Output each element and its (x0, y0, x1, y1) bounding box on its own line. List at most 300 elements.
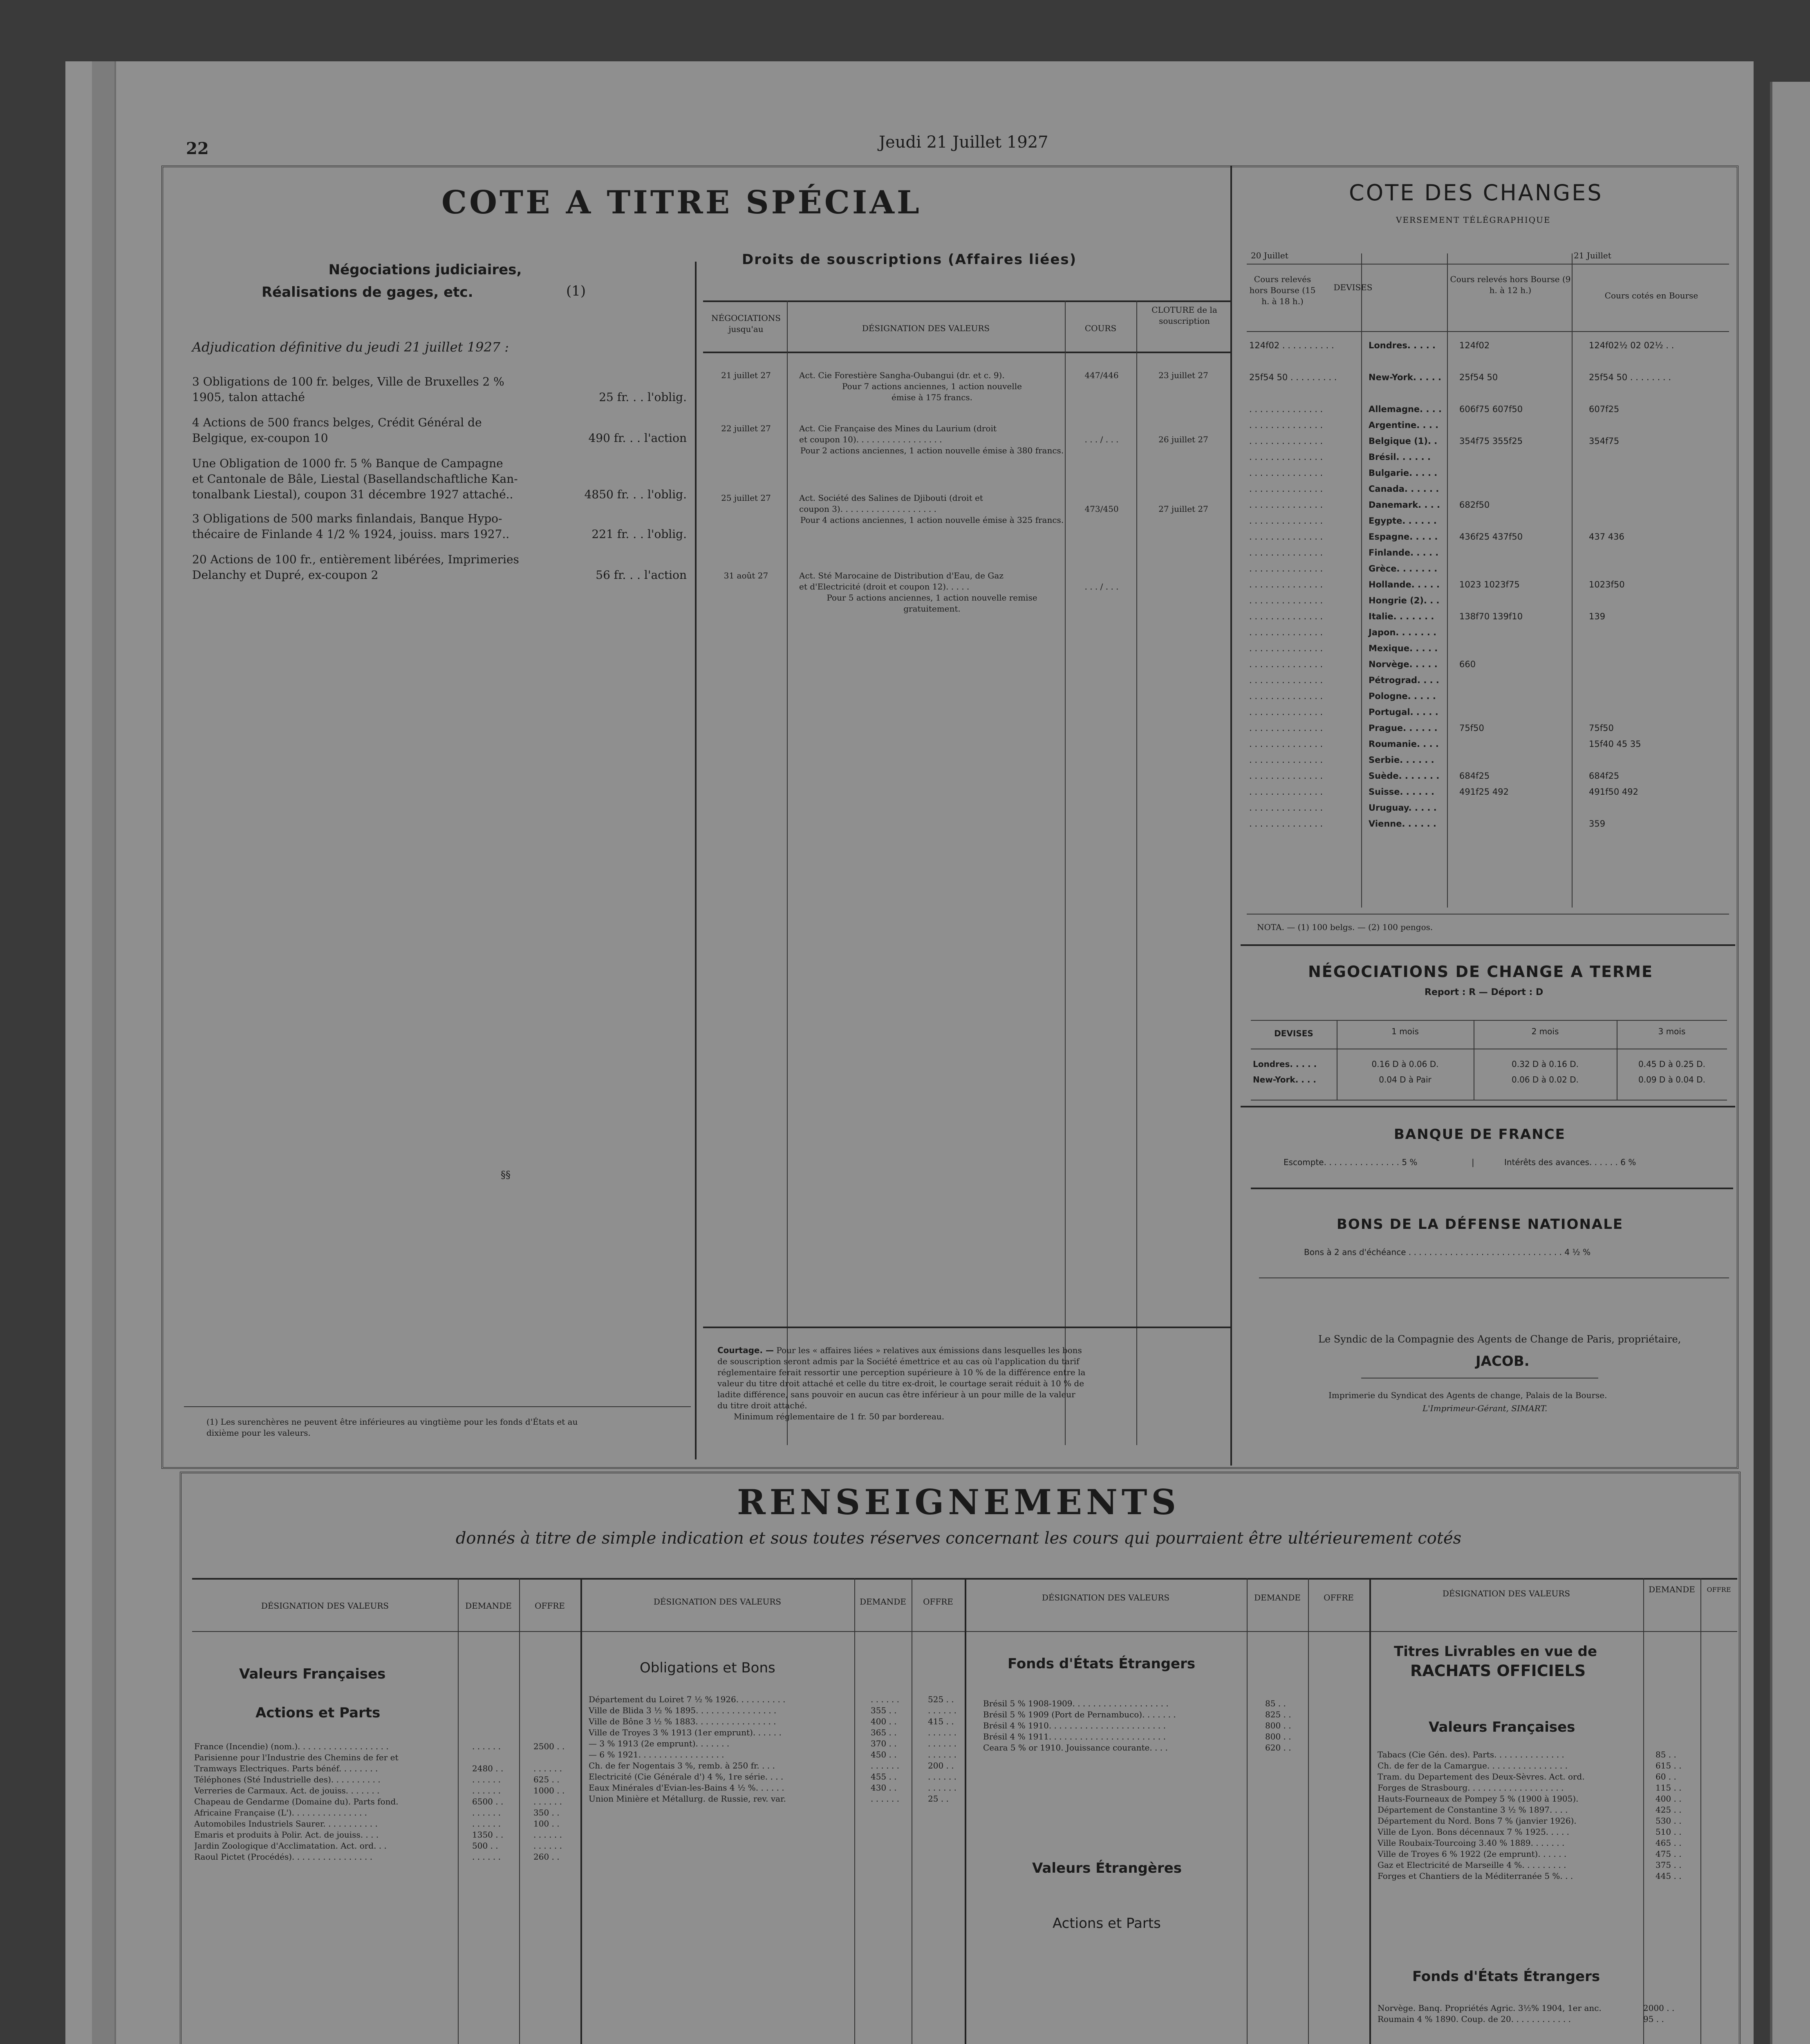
cours-cotes (1586, 640, 1747, 656)
terme-title: NÉGOCIATIONS DE CHANGE A TERME (1308, 963, 1653, 981)
table-row (1247, 417, 1747, 433)
devise: Grèce. . . . . . . (1369, 563, 1438, 574)
item-name: Parisienne pour l'Industrie des Chemins de fer et (194, 1753, 399, 1762)
cours-cotes (1586, 592, 1747, 608)
item-offre: 260 . . (533, 1852, 560, 1862)
cours-right (1457, 816, 1586, 831)
droits-table-top (703, 300, 1230, 302)
item-offre: 415 . . (928, 1717, 954, 1726)
negociations-note: (1) (566, 283, 586, 299)
item-offre: . . . . . . (533, 1797, 562, 1806)
item-name: Raoul Pictet (Procédés). . . . . . . . . . . . . . . . (194, 1852, 373, 1862)
cours-cotes: 354f75 (1589, 436, 1620, 446)
cours-cotes: 75f50 (1589, 723, 1614, 733)
item-demande: 450 . . (871, 1750, 897, 1759)
rens-title: RENSEIGNEMENTS (737, 1482, 1181, 1522)
item-name: Africaine Française (L'). . . . . . . . . . . . . . . (194, 1808, 367, 1818)
item-demande: 375 . . (1655, 1860, 1682, 1870)
col-divider-1 (695, 262, 697, 1459)
item-name: Téléphones (Sté Industrielle des). . . . . . . . . . (194, 1775, 381, 1784)
col1-section: Valeurs Françaises (239, 1666, 386, 1682)
cours-cotes (1586, 688, 1747, 704)
row-cours: . . . / . . . (1084, 582, 1119, 592)
cours-cotes (1586, 465, 1747, 481)
devise: Mexique. . . . . (1369, 643, 1438, 653)
changes-table (1247, 337, 1747, 831)
banque-sep: | (1472, 1157, 1474, 1167)
item-demande: 465 . . (1655, 1838, 1682, 1848)
hdr-demande: DEMANDE (465, 1601, 512, 1611)
footnote (206, 1416, 693, 1439)
item-demande: 475 . . (1655, 1849, 1682, 1859)
section-rule (1251, 1188, 1733, 1189)
item-name: Ville de Blida 3 ½ % 1895. . . . . . . . . . . . . . . . (589, 1706, 777, 1715)
devise: Uruguay. . . . . (1369, 802, 1437, 813)
item-name: Tabacs (Cie Gén. des). Parts. . . . . . . . . . . . . . (1378, 1750, 1564, 1759)
table-row (707, 493, 1230, 570)
row-cours: . . . / . . . (1084, 435, 1119, 444)
item-name: — 6 % 1921. . . . . . . . . . . . . . . . . (589, 1750, 724, 1759)
item-line: 3 Obligations de 500 marks finlandais, Banque Hypo- (192, 512, 502, 525)
item-name: Emaris et produits à Polir. Act. de jouiss. . . . (194, 1830, 379, 1840)
rens-col-divider (580, 1578, 582, 2044)
item-name: Roumain 4 % 1890. Coup. de 20. . . . . . . . . . . . (1378, 2014, 1571, 2024)
cours-right (1457, 800, 1586, 816)
devise: Hollande. . . . . (1369, 579, 1440, 589)
devise: Norvège. . . . . (1369, 659, 1438, 669)
item-demande: . . . . . . (472, 1808, 501, 1818)
devise (1366, 385, 1457, 401)
terme-value: 0.32 D à 0.16 D. (1512, 1059, 1579, 1069)
courtage-title: Courtage. — (717, 1345, 774, 1355)
courtage-line: ladite différence, sans pouvoir en aucun cas être inférieur à un pour mille de la valeur (717, 1390, 1075, 1399)
item-offre: 2500 . . (533, 1741, 565, 1751)
item-name: Forges de Strasbourg. . . . . . . . . . . . . . . . . . . (1378, 1783, 1564, 1793)
item-demande: 425 . . (1655, 1805, 1682, 1815)
courtage-text (717, 1345, 1220, 1422)
item-line: 4 Actions de 500 francs belges, Crédit Général de (192, 416, 482, 429)
header-devises: DEVISES (1333, 282, 1373, 292)
cours-left: . . . . . . . . . . . . . . (1249, 627, 1323, 637)
row-designation (799, 423, 1065, 456)
cours-left: . . . . . . . . . . . . . . (1249, 675, 1323, 685)
hdr-offre: OFFRE (535, 1601, 565, 1611)
item-line: Belgique, ex-coupon 10 (192, 431, 328, 445)
courtage-line: du titre droit attaché. (717, 1401, 807, 1410)
item-demande: . . . . . . (472, 1775, 501, 1784)
cours-left: . . . . . . . . . . . . . . (1249, 659, 1323, 669)
header-cotes: Cours cotés en Bourse (1604, 291, 1698, 300)
cours-cotes: 491f50 492 (1589, 787, 1638, 797)
cours-left: . . . . . . . . . . . . . . (1249, 468, 1323, 478)
row-neg: 25 juillet 27 (721, 493, 771, 503)
item-name: Ch. de fer Nogentais 3 %, remb. à 250 fr. . . . (589, 1761, 775, 1771)
table-row (1247, 385, 1747, 401)
col3-section: Fonds d'États Étrangers (1008, 1656, 1196, 1672)
list-item (192, 511, 687, 552)
table-row (1247, 736, 1747, 752)
terme-header: 3 mois (1658, 1026, 1686, 1036)
cours-right (1457, 704, 1586, 720)
item-name: Electricité (Cie Générale d') 4 %, 1re série. . . . (589, 1772, 784, 1782)
header-cours-left: Cours relevés hors Bourse (15 h. à 18 h.) (1249, 274, 1316, 306)
col2-section: Obligations et Bons (640, 1660, 775, 1676)
row-cours: 447/446 (1084, 370, 1119, 380)
rens-col-divider (1369, 1578, 1371, 2044)
rens-sub-rule (519, 1578, 520, 2044)
table-row (1247, 608, 1747, 624)
banque-escompte: Escompte. . . . . . . . . . . . . . . 5 % (1284, 1157, 1418, 1167)
courtage-rule (703, 1327, 1230, 1328)
rens-col-divider (965, 1578, 966, 2044)
row-des-line: Pour 2 actions anciennes, 1 action nouvelle émise à 380 francs. (800, 446, 1064, 455)
row-des-line: Act. Société des Salines de Djibouti (droit et (799, 493, 983, 503)
droits-title: Droits de souscriptions (Affaires liées) (742, 251, 1077, 268)
devise: Portugal. . . . . (1369, 707, 1438, 717)
cours-cotes: 359 (1589, 818, 1606, 829)
terme-value: 0.45 D à 0.25 D. (1638, 1059, 1705, 1069)
table-row (1247, 353, 1747, 369)
cours-right (1457, 385, 1586, 401)
rens-sub-rule (458, 1578, 459, 2044)
cours-left (1247, 385, 1366, 401)
item-name: France (Incendie) (nom.). . . . . . . . . . . . . . . . . . (194, 1741, 389, 1751)
item-demande: 115 . . (1655, 1783, 1682, 1793)
cours-left: . . . . . . . . . . . . . . (1249, 643, 1323, 653)
item-offre: 1000 . . (533, 1786, 565, 1795)
item-name: Hauts-Fourneaux de Pompey 5 % (1900 à 1905). (1378, 1794, 1579, 1804)
header-cloture: CLOTURE de la souscription (1151, 305, 1217, 326)
item-demande: 620 . . (1265, 1743, 1291, 1753)
table-row (1247, 704, 1747, 720)
item-demande: 400 . . (1655, 1794, 1682, 1804)
cours-cotes: 15f40 45 35 (1589, 739, 1641, 749)
section-rule (1241, 1106, 1735, 1107)
item-line: tonalbank Liestal), coupon 31 décembre 1927 attaché.. (192, 488, 513, 501)
droits-rows (707, 370, 1230, 632)
item-line: thécaire de Finlande 4 1/2 % 1924, jouiss. mars 1927.. (192, 527, 510, 541)
devise (1366, 353, 1457, 369)
item-demande: 530 . . (1655, 1816, 1682, 1826)
item-offre: 625 . . (533, 1775, 560, 1784)
row-des-line: émise à 175 francs. (891, 392, 973, 402)
terme-value: 0.16 D à 0.06 D. (1371, 1059, 1439, 1069)
cours-left: . . . . . . . . . . . . . . (1249, 531, 1323, 542)
cours-right (1457, 640, 1586, 656)
adjudication-list (192, 374, 687, 593)
item-line: 20 Actions de 100 fr., entièrement libérées, Imprimeries (192, 553, 519, 566)
cours-right (1457, 449, 1586, 465)
terme-dev: Londres. . . . . (1253, 1059, 1317, 1069)
header-cours: COURS (1084, 323, 1117, 333)
col4-title2: RACHATS OFFICIELS (1410, 1662, 1586, 1680)
cours-cotes (1586, 481, 1747, 497)
cours-cotes: 124f02½ 02 02½ . . (1589, 340, 1674, 350)
table-row (1247, 720, 1747, 736)
item-demande: 500 . . (472, 1841, 498, 1851)
item-demande: 365 . . (871, 1728, 897, 1737)
item-name: Forges et Chantiers de la Méditerranée 5 %. . . (1378, 1871, 1573, 1881)
cours-left: . . . . . . . . . . . . . . (1249, 547, 1323, 558)
item-demande: 60 . . (1655, 1772, 1676, 1782)
item-name: — 3 % 1913 (2e emprunt). . . . . . . (589, 1739, 730, 1748)
devise: Hongrie (2). . . (1369, 595, 1440, 605)
terme-dev: New-York. . . . (1253, 1075, 1316, 1085)
cours-right: 436f25 437f50 (1459, 531, 1523, 542)
cours-left: . . . . . . . . . . . . . . (1249, 723, 1323, 733)
table-row (1247, 433, 1747, 449)
item-demande: 825 . . (1265, 1710, 1291, 1719)
devise: Italie. . . . . . . (1369, 611, 1434, 621)
rens-sub-rule (1308, 1578, 1309, 2044)
item-offre: . . . . . . (533, 1830, 562, 1840)
row-designation (799, 570, 1065, 614)
droits-header-rule (703, 352, 1230, 353)
item-name: Chapeau de Gendarme (Domaine du). Parts fond. (194, 1797, 399, 1806)
cours-cotes: 684f25 (1589, 771, 1620, 781)
item-demande: 85 . . (1265, 1699, 1286, 1708)
cours-left: . . . . . . . . . . . . . . (1249, 420, 1323, 430)
item-demande: 800 . . (1265, 1721, 1291, 1730)
cours-cotes (1586, 656, 1747, 672)
devise: Serbie. . . . . . (1369, 755, 1434, 765)
table-row (1247, 752, 1747, 768)
footnote-rule (184, 1406, 691, 1407)
cours-right: 684f25 (1459, 771, 1490, 781)
table-row (1247, 592, 1747, 608)
item-demande: . . . . . . (472, 1852, 501, 1862)
col-divider-2 (1230, 166, 1232, 1466)
table-row (1247, 497, 1747, 513)
item-demande: . . . . . . (871, 1761, 899, 1771)
terme-sub: Report : R — Déport : D (1425, 987, 1543, 997)
cours-right (1457, 624, 1586, 640)
item-line: Delanchy et Dupré, ex-coupon 2 (192, 568, 379, 582)
item-demande: 2000 . . (1643, 2003, 1675, 2013)
row-designation (799, 370, 1065, 403)
courtage-line: valeur du titre droit attaché et celle du titre ex-droit, le courtage serait réduit à 10 % de (717, 1378, 1084, 1388)
item-name: Département du Nord. Bons 7 % (janvier 1926). (1378, 1816, 1577, 1826)
stray-mark: §§ (501, 1169, 511, 1181)
cours-right: 606f75 607f50 (1459, 404, 1523, 414)
table-row (1247, 545, 1747, 560)
rens-sub-rule (1643, 1578, 1644, 2044)
table-row (707, 370, 1230, 423)
cours-cotes (1586, 624, 1747, 640)
item-demande: 370 . . (871, 1739, 897, 1748)
table-row (707, 423, 1230, 493)
cours-cotes (1586, 752, 1747, 768)
item-price: 4850 fr. . . l'oblig. (584, 488, 687, 501)
cours-left: . . . . . . . . . . . . . . (1249, 707, 1323, 717)
item-offre: . . . . . . (533, 1841, 562, 1851)
item-offre: . . . . . . (928, 1728, 957, 1737)
cours-right (1457, 688, 1586, 704)
item-price: 490 fr. . . l'action (588, 431, 687, 445)
cours-right: 1023 1023f75 (1459, 579, 1520, 589)
row-cloture: 27 juillet 27 (1158, 504, 1208, 514)
item-offre: . . . . . . (928, 1706, 957, 1715)
rens-subtitle: donnés à titre de simple indication et sous toutes réserves concernant les cours qui pourraient être ultérieurement cotés (455, 1529, 1462, 1548)
cours-cotes (1586, 513, 1747, 529)
cours-right: 491f25 492 (1459, 787, 1509, 797)
col4-fonds: Fonds d'États Étrangers (1412, 1968, 1600, 1985)
col1-subsection: Actions et Parts (255, 1705, 381, 1721)
cours-cotes (1586, 545, 1747, 560)
cours-left: 25f54 50 . . . . . . . . . (1249, 372, 1337, 382)
table-row (1247, 768, 1747, 784)
item-demande: 445 . . (1655, 1871, 1682, 1881)
cours-right (1457, 417, 1586, 433)
item-line: et Cantonale de Bâle, Liestal (Basellandschaftliche Kan- (192, 472, 518, 486)
row-neg: 22 juillet 27 (721, 424, 771, 433)
cours-left: . . . . . . . . . . . . . . (1249, 484, 1323, 494)
item-offre: 100 . . (533, 1819, 560, 1829)
row-neg: 31 août 27 (724, 571, 768, 580)
table-row (1247, 576, 1747, 592)
row-des-line: Pour 5 actions anciennes, 1 action nouvelle remise gratuitement. (827, 593, 1037, 614)
item-name: Brésil 5 % 1908-1909. . . . . . . . . . . . . . . . . . . (983, 1699, 1169, 1708)
cours-right (1457, 481, 1586, 497)
imprimerie: Imprimerie du Syndicat des Agents de change, Palais de la Bourse. (1328, 1390, 1607, 1400)
hdr-demande: DEMANDE (1254, 1593, 1301, 1602)
row-des-line: Pour 4 actions anciennes, 1 action nouvelle émise à 325 francs. (800, 515, 1064, 525)
cours-cotes (1586, 449, 1747, 465)
bons-line: Bons à 2 ans d'échéance . . . . . . . . . . . . . . . . . . . . . . . . . . . . . . 4 ½ % (1304, 1247, 1591, 1257)
cours-left: . . . . . . . . . . . . . . (1249, 771, 1323, 781)
item-demande: . . . . . . (472, 1786, 501, 1795)
cote-special-title: COTE A TITRE SPÉCIAL (441, 184, 922, 221)
item-name: Département de Constantine 3 ½ % 1897. . . . (1378, 1805, 1568, 1815)
cours-left: . . . . . . . . . . . . . . (1249, 579, 1323, 589)
row-des-line: Pour 7 actions anciennes, 1 action nouvelle (842, 381, 1022, 391)
devise: Pologne. . . . . (1369, 691, 1436, 701)
terme-value: 0.09 D à 0.04 D. (1638, 1075, 1705, 1085)
cours-left: . . . . . . . . . . . . . . (1249, 500, 1323, 510)
table-row (1247, 624, 1747, 640)
item-demande: . . . . . . (871, 1694, 899, 1704)
item-offre: . . . . . . (928, 1783, 957, 1793)
table-row (1247, 816, 1747, 831)
item-demande: 85 . . (1655, 1750, 1676, 1759)
devise: Finlande. . . . . (1369, 547, 1439, 558)
devise: Egypte. . . . . . (1369, 515, 1437, 526)
item-name: Norvège. Banq. Propriétés Agric. 3½% 1904, 1er anc. (1378, 2003, 1602, 2013)
table-row (1247, 337, 1747, 353)
table-row (1247, 784, 1747, 800)
cours-left: . . . . . . . . . . . . . . (1249, 755, 1323, 765)
item-offre: 525 . . (928, 1694, 954, 1704)
cours-left: . . . . . . . . . . . . . . (1249, 739, 1323, 749)
row-cours: 473/450 (1084, 504, 1119, 514)
cours-cotes: 437 436 (1589, 531, 1624, 542)
item-line: 1905, talon attaché (192, 390, 305, 404)
item-name: Eaux Minérales d'Evian-les-Bains 4 ½ %. . . . . . (589, 1783, 784, 1793)
page-edge (92, 61, 116, 2044)
item-demande: 430 . . (871, 1783, 897, 1793)
cours-left: . . . . . . . . . . . . . . (1249, 818, 1323, 829)
devise: Japon. . . . . . . (1369, 627, 1437, 637)
item-name: Département du Loiret 7 ½ % 1926. . . . . . . . . . (589, 1694, 786, 1704)
table-row (1247, 672, 1747, 688)
cours-cotes (1586, 353, 1747, 369)
item-demande: 510 . . (1655, 1827, 1682, 1837)
row-cloture: 26 juillet 27 (1158, 435, 1208, 444)
cours-cotes (1586, 704, 1747, 720)
courtage-line: de souscription seront admis par la Société émettrice et au cas où l'application du tarif (717, 1356, 1080, 1366)
cours-right: 75f50 (1459, 723, 1484, 733)
row-cloture: 23 juillet 27 (1158, 370, 1208, 380)
devise: Danemark. . . . (1369, 500, 1440, 510)
col3-etrangeres: Valeurs Étrangères (1032, 1860, 1182, 1876)
devise: Allemagne. . . . (1369, 404, 1442, 414)
item-name: Ch. de fer de la Camargue. . . . . . . . . . . . . . . . (1378, 1761, 1568, 1771)
item-line: 3 Obligations de 100 fr. belges, Ville de Bruxelles 2 % (192, 375, 504, 388)
cours-right (1457, 752, 1586, 768)
cours-cotes: 139 (1589, 611, 1606, 621)
row-des-line: et d'Electricité (droit et coupon 12). . . . . (799, 582, 970, 592)
item-demande: 800 . . (1265, 1732, 1291, 1741)
item-name: Union Minière et Métallurg. de Russie, rev. var. (589, 1794, 786, 1804)
item-offre: . . . . . . (928, 1739, 957, 1748)
devise: Espagne. . . . . (1369, 531, 1438, 542)
negociations-line2: Réalisations de gages, etc. (262, 284, 473, 300)
item-name: Jardin Zoologique d'Acclimatation. Act. ord. . . (194, 1841, 387, 1851)
rens-sub-rule (1700, 1578, 1701, 2044)
table-row (1247, 513, 1747, 529)
hdr-designation: DÉSIGNATION DES VALEURS (261, 1601, 389, 1611)
cours-right: 682f50 (1459, 500, 1490, 510)
item-name: Ceara 5 % or 1910. Jouissance courante. . . . (983, 1743, 1168, 1753)
item-demande: 6500 . . (472, 1797, 504, 1806)
item-name: Ville de Bône 3 ½ % 1883. . . . . . . . . . . . . . . . (589, 1717, 776, 1726)
table-row (1247, 656, 1747, 672)
table-row (1247, 401, 1747, 417)
hdr-designation: DÉSIGNATION DES VALEURS (1442, 1589, 1570, 1598)
cours-left: . . . . . . . . . . . . . . (1249, 611, 1323, 621)
item-price: 221 fr. . . l'oblig. (591, 527, 687, 541)
cours-left: . . . . . . . . . . . . . . (1249, 563, 1323, 574)
item-name: Verreries de Carmaux. Act. de jouiss. . . . . . . (194, 1786, 380, 1795)
item-demande: . . . . . . (472, 1741, 501, 1751)
devise: Bulgarie. . . . . (1369, 468, 1438, 478)
cours-right (1457, 513, 1586, 529)
date-right: 21 Juillet (1574, 251, 1611, 260)
devise: Argentine. . . . (1369, 420, 1439, 430)
terme-header: 1 mois (1391, 1026, 1419, 1036)
item-name: Tramways Electriques. Parts bénéf. . . . . . . . (194, 1764, 378, 1773)
item-name: Ville Roubaix-Tourcoing 3.40 % 1889. . . . . . . (1378, 1838, 1565, 1848)
item-name: Brésil 5 % 1909 (Port de Pernambuco). . . . . . . (983, 1710, 1176, 1719)
cours-right: 138f70 139f10 (1459, 611, 1523, 621)
terme-value: 0.04 D à Pair (1379, 1075, 1431, 1085)
banque-title: BANQUE DE FRANCE (1394, 1126, 1566, 1143)
page-number: 22 (186, 139, 209, 158)
gerant: L'Imprimeur-Gérant, SIMART. (1422, 1403, 1548, 1413)
item-price: 56 fr. . . l'action (596, 568, 687, 582)
item-demande: 2480 . . (472, 1764, 504, 1773)
devise: New-York. . . . . (1369, 372, 1442, 382)
item-offre: 200 . . (928, 1761, 954, 1771)
list-item (192, 456, 687, 511)
devise: Prague. . . . . . (1369, 723, 1438, 733)
item-demande: 95 . . (1643, 2014, 1664, 2024)
table-row (1247, 369, 1747, 385)
devise: Pétrograd. . . . (1369, 675, 1439, 685)
cours-right (1457, 560, 1586, 576)
cours-cotes (1586, 560, 1747, 576)
item-offre: 350 . . (533, 1808, 560, 1818)
